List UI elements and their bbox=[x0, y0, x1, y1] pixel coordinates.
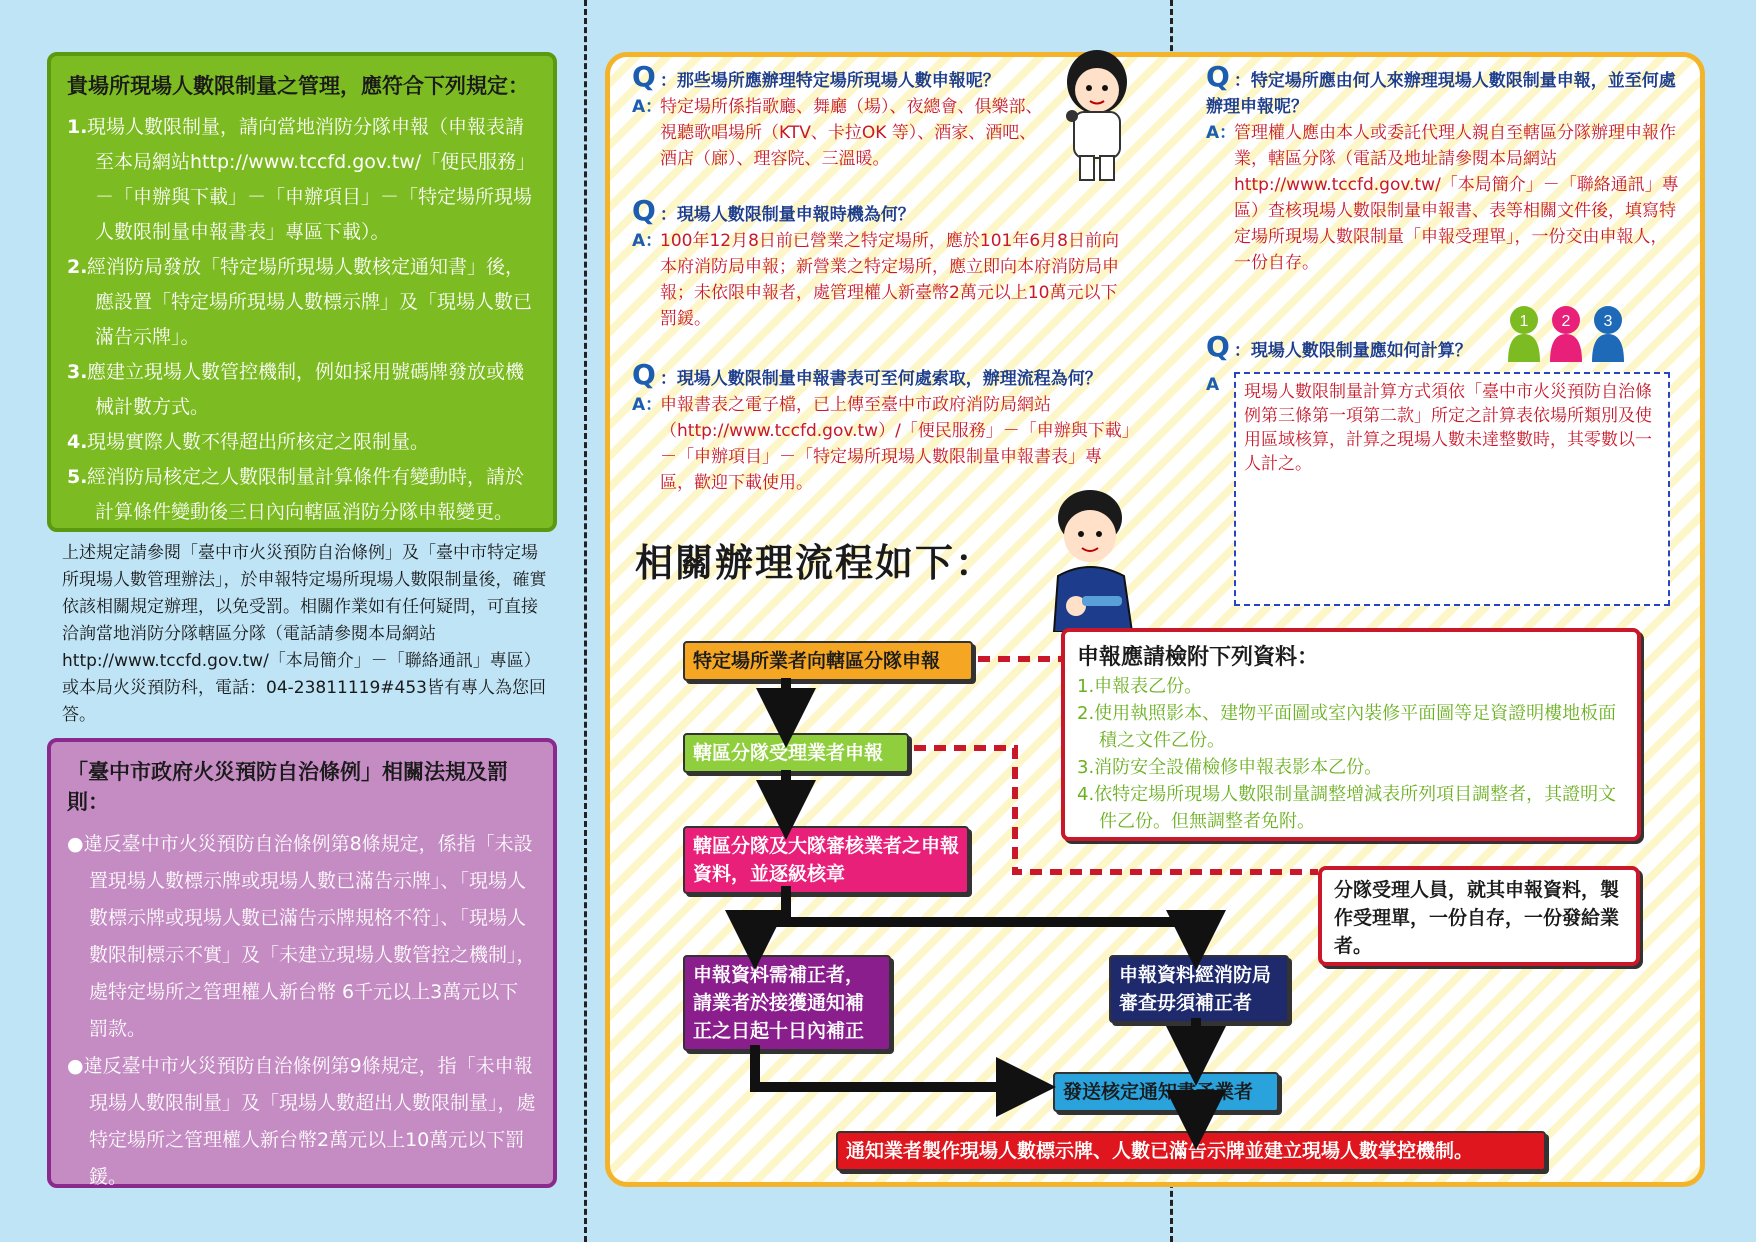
rules-title: 貴場所現場人數限制量之管理，應符合下列規定： bbox=[67, 74, 529, 98]
q-label: Q bbox=[632, 60, 656, 93]
firefighter-mascot-icon bbox=[1036, 486, 1152, 632]
q-colon: ： bbox=[1233, 71, 1251, 91]
attachment-item: 2.使用執照影本、建物平面圖或室內裝修平面圖等足資證明樓地板面積之文件乙份。 bbox=[1077, 703, 1617, 751]
q-label: Q bbox=[1206, 60, 1230, 93]
rule-item bbox=[67, 250, 537, 355]
rule-item bbox=[67, 425, 537, 460]
rule-number: 5. bbox=[67, 466, 88, 488]
attachment-item: 3.消防安全設備檢修申報表影本乙份。 bbox=[1077, 757, 1383, 778]
rule-text: 經消防局核定之人數限制量計算條件有變動時，請於計算條件變動後三日內向轄區消防分隊申報變更。 bbox=[87, 466, 525, 523]
contact-note: 上述規定請參閱「臺中市火災預防自治條例」及「臺中市特定場所現場人數管理辦法」，於申報特定場所現場人數限制量後，確實依該相關規定辦理，以免受罰。相關作業如有任何疑問，可直接洽詢當地消防分隊轄區分隊（電話請參閱本局網站http://www.tccfd.gov.tw/「本局簡介」－「聯絡通訊」專區）或本局火災預防科，電話：04-23811119#453皆有專人為您回答。 bbox=[62, 543, 547, 725]
a-label-5 bbox=[1206, 372, 1234, 398]
q-label: Q bbox=[1206, 330, 1230, 363]
answer-text: 100年12月8日前已營業之特定場所，應於101年6月8日前向本府消防局申報；新營業之特定場所，應立即向本府消防局申報；未依限申報者，處管理權人新臺幣2萬元以上10萬元以下罰鍰。 bbox=[660, 231, 1119, 329]
flow-step-apply: 特定場所業者向轄區分隊申報 bbox=[683, 641, 973, 681]
question-text: 現場人數限制量申報書表可至何處索取，辦理流程為何？ bbox=[676, 369, 1102, 389]
a-label bbox=[632, 228, 663, 254]
fold-line-left bbox=[584, 0, 587, 1242]
attachment-item: 4.依特定場所現場人數限制量調整增減表所列項目調整者，其證明文件乙份。但無調整者免附。 bbox=[1077, 784, 1617, 832]
qa-item-5-question bbox=[1206, 330, 1506, 364]
q-colon: ： bbox=[659, 71, 677, 91]
penalty-item: ●違反臺中市火災預防自治條例第8條規定，係指「未設置現場人數標示牌或現場人數已滿告示牌」、「現場人數標示牌或現場人數已滿告示牌規格不符」、「現場人數限制標示不實」及「未建立現場人數管控之機制」，處特定場所之管理權人新台幣 6千元以上3萬元以下罰款。 bbox=[67, 833, 536, 1040]
a-letter: A bbox=[1206, 375, 1220, 395]
a-letter: A bbox=[632, 231, 646, 251]
number-badges-icon bbox=[1506, 304, 1626, 362]
a-colon: ： bbox=[1219, 123, 1237, 143]
a-label bbox=[632, 392, 663, 418]
qa-item-4 bbox=[1206, 60, 1680, 276]
badge-2-number: 2 bbox=[1561, 313, 1571, 330]
question-text: 特定場所應由何人來辦理現場人數限制量申報，並至何處辦理申報呢？ bbox=[1206, 71, 1676, 117]
a-colon: ： bbox=[645, 231, 663, 251]
answer-text: 管理權人應由本人或委託代理人親自至轄區分隊辦理申報作業，轄區分隊（電話及地址請參閱本局網站http://www.tccfd.gov.tw/「本局簡介」－「聯絡通訊」專區）查核現場人數限制量申報書、表等相關文件後，填寫特定場所現場人數限制量「申報受理單」，一份交由申報人，一份自存。 bbox=[1234, 123, 1679, 273]
rule-number: 3. bbox=[67, 361, 88, 383]
singer-mascot-icon bbox=[1052, 44, 1142, 184]
rule-number: 4. bbox=[67, 431, 88, 453]
flow-step-correction: 申報資料需補正者，請業者於接獲通知補正之日起十日內補正 bbox=[683, 955, 891, 1051]
answer-text: 特定場所係指歌廳、舞廳（場）、夜總會、俱樂部、視聽歌唱場所（KTV、卡拉OK 等）、酒家、酒吧、酒店（廊）、理容院、三溫暖。 bbox=[660, 97, 1043, 169]
rules-list bbox=[67, 110, 537, 530]
a-letter: A bbox=[632, 395, 646, 415]
a-letter: A bbox=[1206, 123, 1220, 143]
badge-1-number: 1 bbox=[1519, 313, 1529, 330]
question-text: 那些場所應辦理特定場所現場人數申報呢？ bbox=[676, 71, 1000, 91]
attachment-item: 1.申報表乙份。 bbox=[1077, 676, 1203, 697]
rule-item bbox=[67, 110, 537, 250]
penalty-panel bbox=[47, 738, 557, 1188]
rules-panel bbox=[47, 52, 557, 532]
rule-item bbox=[67, 460, 537, 530]
qa-item-3 bbox=[632, 358, 1132, 496]
q-colon: ： bbox=[659, 205, 677, 225]
rule-text: 經消防局發放「特定場所現場人數核定通知書」後，應設置「特定場所現場人數標示牌」及「現場人數已滿告示牌」。 bbox=[87, 256, 533, 348]
flow-step-accept: 轄區分隊受理業者申報 bbox=[683, 733, 909, 773]
penalty-item: ●違反臺中市火災預防自治條例第9條規定，指「未申報現場人數限制量」及「現場人數超出人數限制量」，處特定場所之管理權人新台幣2萬元以上10萬元以下罰鍰。 bbox=[67, 1055, 536, 1188]
answer-text: 申報書表之電子檔，已上傳至臺中市政府消防局網站（http://www.tccfd.gov.tw）/「便民服務」－「申辦與下載」－「申辦項目」－「特定場所現場人數限制量申報書表」專區，歡迎下載使用。 bbox=[660, 395, 1131, 493]
rule-text: 應建立現場人數管控機制，例如採用號碼牌發放或機械計數方式。 bbox=[87, 361, 525, 418]
rule-item bbox=[67, 355, 537, 425]
flow-step-no-correction: 申報資料經消防局審查毋須補正者 bbox=[1109, 955, 1289, 1023]
rule-text: 現場人數限制量，請向當地消防分隊申報（申報表請至本局網站http://www.tccfd.gov.tw/「便民服務」－「申辦與下載」－「申辦項目」－「特定場所現場人數限制量申報書表」專區下載）。 bbox=[87, 116, 536, 243]
q-colon: ： bbox=[659, 369, 677, 389]
flow-title: 相關辦理流程如下： bbox=[635, 541, 996, 585]
qa-item-2 bbox=[632, 194, 1132, 332]
flow-step-send-notice: 發送核定通知書予業者 bbox=[1053, 1072, 1279, 1112]
calc-answer-box: 現場人數限制量計算方式須依「臺中市火災預防自治條例第三條第一項第二款」所定之計算表依場所類別及使用區域核算，計算之現場人數未達整數時，其零數以一人計之。 bbox=[1234, 372, 1670, 606]
q-label: Q bbox=[632, 194, 656, 227]
a-letter: A bbox=[632, 97, 646, 117]
flow-step-final: 通知業者製作現場人數標示牌、人數已滿告示牌並建立現場人數掌控機制。 bbox=[836, 1131, 1546, 1171]
rule-number: 1. bbox=[67, 116, 88, 138]
badge-3-number: 3 bbox=[1603, 313, 1613, 330]
flow-step-review: 轄區分隊及大隊審核業者之申報資料，並逐級核章 bbox=[683, 826, 969, 894]
attachment-title: 申報應請檢附下列資料： bbox=[1077, 645, 1320, 670]
rule-text: 現場實際人數不得超出所核定之限制量。 bbox=[87, 431, 430, 453]
qa-item-1 bbox=[632, 60, 1052, 172]
penalty-title: 「臺中市政府火災預防自治條例」相關法規及罰則： bbox=[67, 760, 508, 814]
question-text: 現場人數限制量申報時機為何？ bbox=[676, 205, 915, 225]
question-text: 現場人數限制量應如何計算？ bbox=[1250, 341, 1472, 361]
a-colon: ： bbox=[645, 97, 663, 117]
q-colon: ： bbox=[1233, 341, 1251, 361]
a-colon: ： bbox=[645, 395, 663, 415]
a-label bbox=[1206, 120, 1237, 146]
attachment-box bbox=[1061, 628, 1641, 841]
q-label: Q bbox=[632, 358, 656, 391]
rule-number: 2. bbox=[67, 256, 88, 278]
a-label bbox=[632, 94, 663, 120]
staff-note-box: 分隊受理人員，就其申報資料，製作受理單，一份自存，一份發給業者。 bbox=[1318, 866, 1640, 966]
